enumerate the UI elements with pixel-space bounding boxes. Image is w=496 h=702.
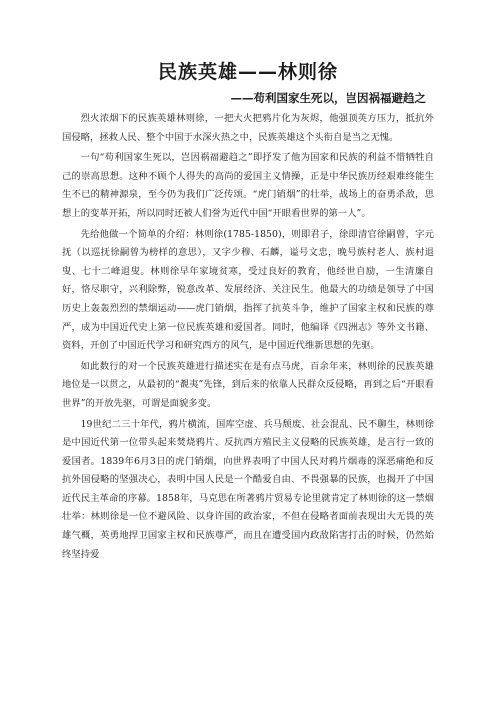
paragraph-3: 先给他做一个简单的介绍：林则徐(1785-1850)，则即君子，徐即清官徐嗣曾，字元抚（以巡抚徐嗣曾为榜样的意思），又字少穆、石麟，谥号文忠，晚号族村老人、族村退叟、七十二峰退叟。林则徐早年家境贫寒，受过良好的教育，他经世自励，一生清廉自好，恪尽职守，兴利除弊，锐意改革、发展经济、关注民生。他最大的功绩是领导了中国历史上轰轰烈烈的禁烟运动——虎门销烟，指挥了抗英斗争，维护了国家主权和民族的尊严，成为中国近代史上第一位民族英雄和爱国者。同时，他编译《四洲志》等外文书籍、资料，开创了中国近代学习和研究西方的风气，是中国近代维新思想的先驱。 xyxy=(62,228,434,352)
document-subtitle: ——苟利国家生死以，岂因祸福避趋之 xyxy=(230,91,426,105)
document-title: 民族英雄——林则徐 xyxy=(157,61,338,83)
paragraph-1: 烈火浓烟下的民族英雄林则徐，一把大火把鸦片化为灰烬，他强顶英方压力，抵抗外国侵略，拯救人民、整个中国于水深火热之中，民族英雄这个头衔自是当之无愧。 xyxy=(62,113,434,143)
paragraph-4: 如此数行的对一个民族英雄进行描述实在是有点马虎，百余年来，林则徐的民族英雄地位是一以贯之，从最初的“覩夷”先锋，到后来的依靠人民群众反侵略，再到之后“开眼看世界”的开放先驱，可谓是面貌多变。 xyxy=(62,360,434,409)
paragraph-2: 一句“苟利国家生死以，岂因祸福避趋之”即抒发了他为国家和民族的利益不惜牺牲自己的崇高思想。这种不顾个人得失的高尚的爱国主义情操，正是中华民族历经艰难终能生生不已的精神源泉，至今仍为我们广泛传颂。“虎门销烟”的壮举，战场上的奋勇杀敌，思想上的变革开拓，所以同时还被人们誉为近代中国“开眼看世界的第一人”。 xyxy=(62,152,434,219)
document-page xyxy=(62,58,434,566)
paragraph-5: 19世纪二三十年代，鸦片横流，国库空虚、兵马颓废、社会混乱、民不聊生，林则徐是中国近代第一位带头起来焚烧鸦片、反抗西方殖民主义侵略的民族英雄，是言行一致的爱国者。1839年6月3日的虎门销烟，向世界表明了中国人民对鸦片烟毒的深恶痛绝和反抗外国侵略的坚强决心，表明中国人民是一个酷爱自由、不畏强暴的民族，也揭开了中国近代民主革命的序幕。1858年，马克思在所著鸦片贸易专论里就肯定了林则徐的这一禁烟壮举：林则徐是一位不避风险、以身许国的政治家，不但在侵略者面前表现出大无畏的英雄气概，英勇地捍卫国家主权和民族尊严，而且在遭受国内政敌陷害打击的时候，仍然始终坚持爱 xyxy=(62,418,434,560)
